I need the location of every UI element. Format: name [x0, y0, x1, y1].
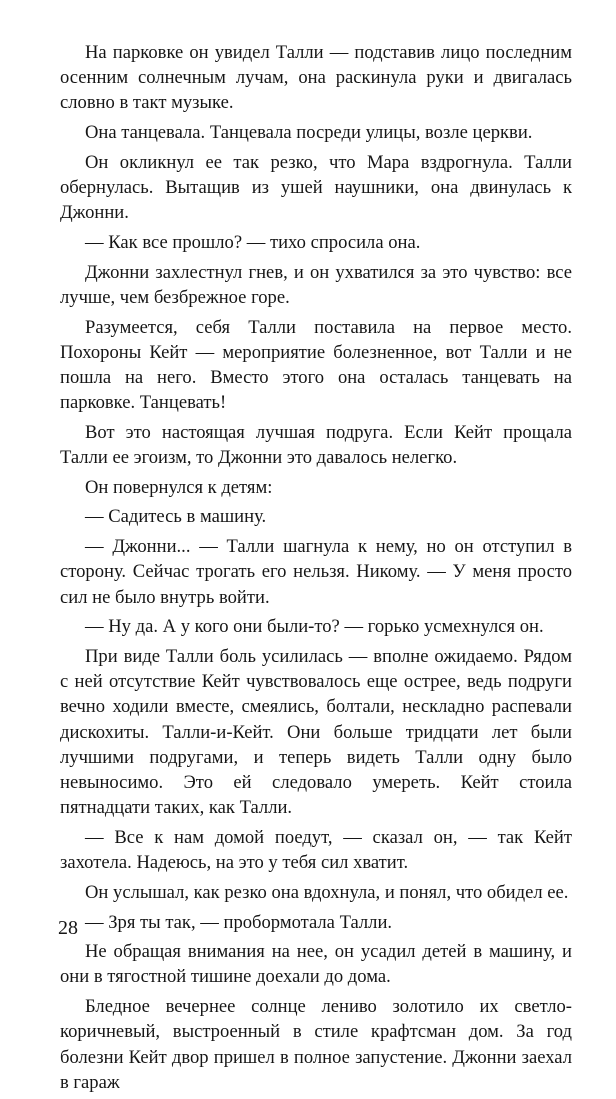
page-body	[60, 40, 572, 1099]
paragraph-10: — Джонни... — Талли шагнула к нему, но он отступил в сторону. Сейчас трогать его нельзя. Никому. — У меня просто сил не было внутрь войти.	[60, 536, 572, 608]
paragraph-9: — Садитесь в машину.	[85, 506, 267, 528]
paragraph-12: При виде Талли боль усилилась — вполне ожидаемо. Рядом с ней отсутствие Кейт чувствовалось еще острее, ведь подруги вечно ходили вместе, смеялись, болтали, нескладно распевали дискохиты. Талли-и-Кейт. Они больше тридцати лет были лучшими подругами, и теперь видеть Талли одну было невыносимо. Это ей следовало умереть. Кейт стоила пятнадцати таких, как Талли.	[60, 645, 572, 819]
paragraph-2: Она танцевала. Танцевала посреди улицы, возле церкви.	[85, 122, 533, 144]
paragraph-7: Вот это настоящая лучшая подруга. Если Кейт прощала Талли ее эгоизм, то Джонни это давалось нелегко.	[60, 421, 572, 469]
paragraph-4: — Как все прошло? — тихо спросила она.	[85, 231, 421, 253]
paragraph-13: — Все к нам домой поедут, — сказал он, — так Кейт захотела. Надеюсь, на это у тебя сил хватит.	[60, 826, 572, 874]
paragraph-3: Он окликнул ее так резко, что Мара вздрогнула. Талли обернулась. Вытащив из ушей наушники, она двинулась к Джонни.	[60, 151, 572, 224]
paragraph-14: Он услышал, как резко она вдохнула, и понял, что обидел ее.	[85, 881, 569, 903]
paragraph-6: Разумеется, себя Талли поставила на первое место. Похороны Кейт — мероприятие болезненное, вот Талли и не пошла на него. Вместо этого она осталась танцевать на парковке. Танцевать!	[60, 316, 572, 414]
paragraph-8: Он повернулся к детям:	[85, 476, 273, 498]
paragraph-16: Не обращая внимания на нее, он усадил детей в машину, и они в тягостной тишине доехали до дома.	[60, 941, 572, 988]
paragraph-11: — Ну да. А у кого они были-то? — горько усмехнулся он.	[85, 616, 544, 638]
paragraph-1: На парковке он увидел Талли — подставив лицо последним осенним солнечным лучам, она раскинула руки и двигалась словно в такт музыке.	[60, 42, 572, 114]
paragraph-17: Бледное вечернее солнце лениво золотило их светло-коричневый, выстроенный в стиле крафтсман дом. За год болезни Кейт двор пришел в полное запустение. Джонни заехал в гараж	[60, 996, 572, 1093]
page-number: 28	[58, 917, 78, 939]
paragraph-5: Джонни захлестнул гнев, и он ухватился за это чувство: все лучше, чем безбрежное горе.	[60, 261, 572, 308]
paragraph-15: — Зря ты так, — пробормотала Талли.	[85, 911, 393, 933]
